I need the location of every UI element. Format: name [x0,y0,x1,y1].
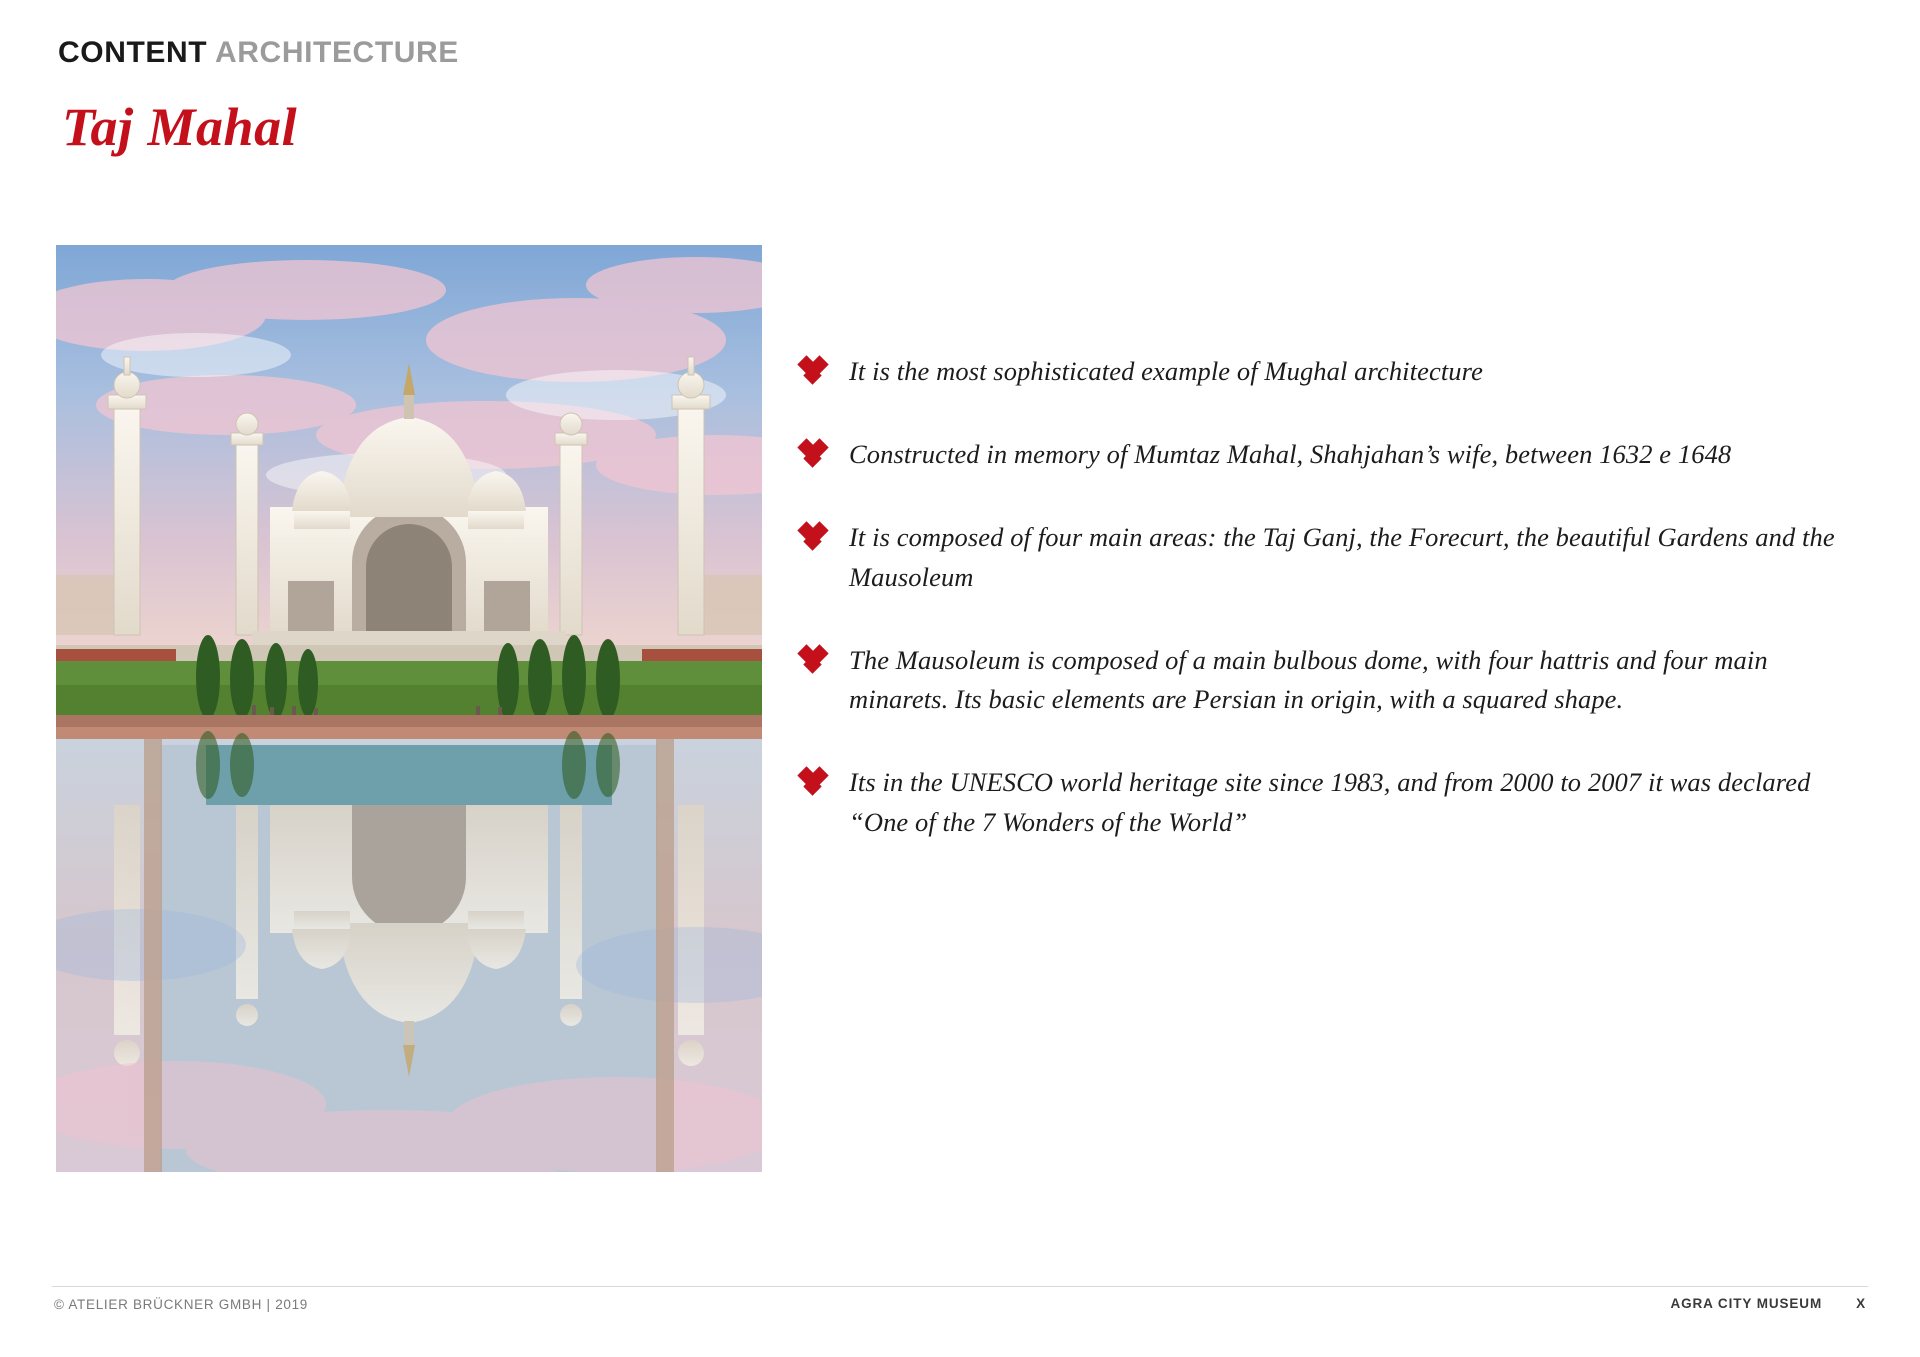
diamond-bullet-icon [800,441,826,467]
footer-project-name: AGRA CITY MUSEUM [1670,1296,1823,1311]
taj-mahal-photo [56,245,762,1172]
list-item-text: Constructed in memory of Mumtaz Mahal, Shahjahan’s wife, between 1632 e 1648 [849,439,1732,470]
list-item [800,435,1860,474]
list-item [800,518,1860,596]
footer-divider [52,1286,1868,1287]
footer-page-number: X [1856,1296,1866,1311]
taj-mahal-illustration [56,245,762,1172]
list-item [800,352,1860,391]
footer-copyright: © ATELIER BRÜCKNER GMBH | 2019 [54,1297,309,1312]
list-item-text: The Mausoleum is composed of a main bulbous dome, with four hattris and four main minarets. Its basic elements are Persian in origin, with a squared shape. [849,644,1768,715]
diamond-bullet-icon [800,647,826,673]
diamond-bullet-icon [800,769,826,795]
list-item [800,641,1860,719]
bullet-list [800,352,1860,886]
list-item-text: Its in the UNESCO world heritage site since 1983, and from 2000 to 2007 it was declared “One of the 7 Wonders of the World” [849,767,1811,837]
list-item-text: It is the most sophisticated example of Mughal architecture [849,356,1483,386]
diamond-bullet-icon [800,358,826,384]
list-item-text: It is composed of four main areas: the Taj Ganj, the Forecurt, the beautiful Gardens and the Mausoleum [849,522,1835,592]
breadcrumb [58,36,459,70]
breadcrumb-section: CONTENT [58,36,208,69]
footer-meta [1670,1296,1866,1311]
breadcrumb-subsection: ARCHITECTURE [215,36,459,69]
diamond-bullet-icon [800,524,826,550]
page-title: Taj Mahal [62,97,298,157]
list-item [800,763,1860,841]
